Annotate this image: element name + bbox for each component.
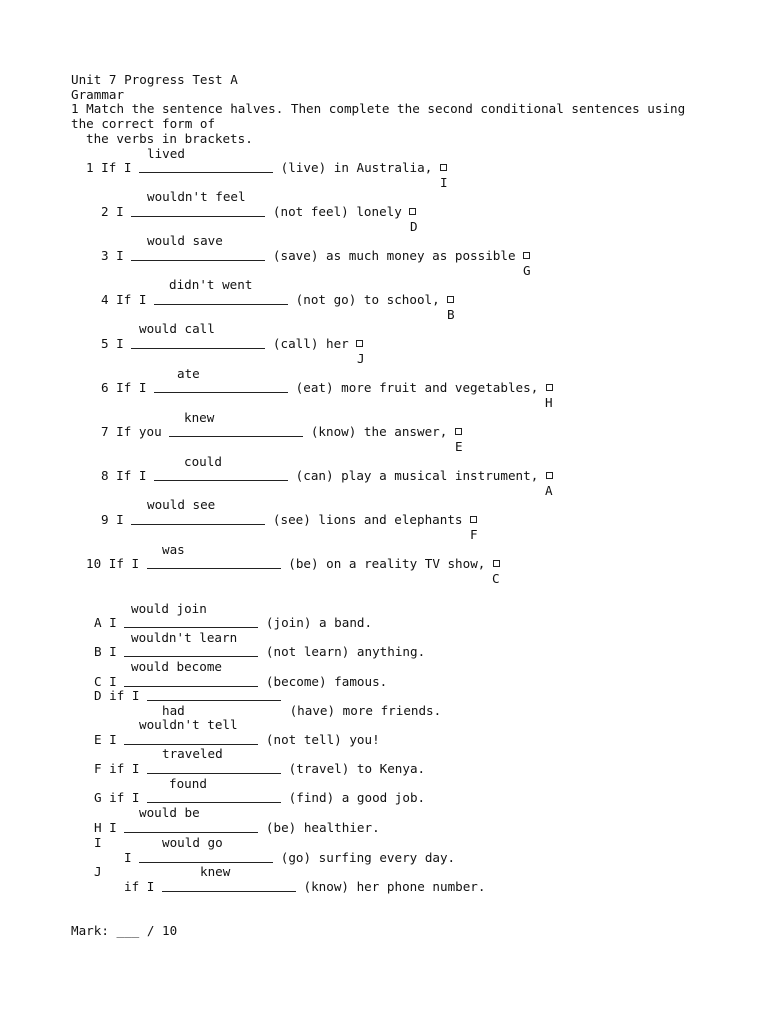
answer-9: would see: [147, 497, 216, 512]
ending-i: I (go) surfing every day.: [124, 850, 456, 865]
match-letter-9: F: [470, 527, 478, 542]
answer-5: would call: [139, 321, 215, 336]
ending-e: E I (not tell) you!: [94, 732, 380, 747]
blank-j[interactable]: [162, 880, 296, 892]
ending-answer-e: wouldn't tell: [139, 717, 238, 732]
checkbox-9[interactable]: [470, 516, 477, 523]
checkbox-8[interactable]: [546, 472, 553, 479]
match-letter-4: B: [447, 307, 455, 322]
test-title: Unit 7 Progress Test A: [71, 72, 238, 87]
ending-answer-g: found: [169, 776, 207, 791]
answer-3: would save: [147, 233, 223, 248]
checkbox-7[interactable]: [455, 428, 462, 435]
item-2: 2 I (not feel) lonely: [101, 204, 416, 219]
item-7: 7 If you (know) the answer,: [101, 424, 462, 439]
blank-g[interactable]: [147, 791, 281, 803]
mark-line: Mark: ___ / 10: [71, 923, 178, 938]
ending-f: F if I (travel) to Kenya.: [94, 761, 426, 776]
match-letter-6: H: [545, 395, 553, 410]
ending-answer-a: would join: [131, 601, 207, 616]
match-letter-5: J: [357, 351, 365, 366]
blank-e[interactable]: [124, 733, 258, 745]
item-8: 8 If I (can) play a musical instrument,: [101, 468, 553, 483]
blank-7[interactable]: [169, 425, 303, 437]
answer-1: lived: [147, 146, 185, 161]
blank-b[interactable]: [124, 645, 258, 657]
ending-j: if I (know) her phone number.: [124, 879, 486, 894]
blank-6[interactable]: [154, 381, 288, 393]
blank-a[interactable]: [124, 616, 258, 628]
blank-d[interactable]: [147, 689, 281, 701]
answer-10: was: [162, 542, 185, 557]
blank-3[interactable]: [131, 249, 265, 261]
match-letter-7: E: [455, 439, 463, 454]
checkbox-1[interactable]: [440, 164, 447, 171]
ending-answer-d: had: [162, 703, 185, 718]
ending-answer-f: traveled: [162, 746, 223, 761]
ending-d-verb: (have) more friends.: [282, 703, 442, 718]
ending-b: B I (not learn) anything.: [94, 644, 426, 659]
item-10: 10 If I (be) on a reality TV show,: [86, 556, 500, 571]
blank-2[interactable]: [131, 205, 265, 217]
ending-label-j: J: [94, 864, 102, 879]
instruction-line-3: the verbs in brackets.: [86, 131, 253, 146]
match-letter-8: A: [545, 483, 553, 498]
match-letter-10: C: [492, 571, 500, 586]
match-letter-1: I: [440, 175, 448, 190]
match-letter-2: D: [410, 219, 418, 234]
answer-6: ate: [177, 366, 200, 381]
blank-h[interactable]: [124, 821, 258, 833]
blank-c[interactable]: [124, 675, 258, 687]
ending-c: C I (become) famous.: [94, 674, 388, 689]
blank-i[interactable]: [139, 851, 273, 863]
instruction-line-2: the correct form of: [71, 116, 216, 131]
ending-label-i: I: [94, 835, 102, 850]
checkbox-4[interactable]: [447, 296, 454, 303]
item-5: 5 I (call) her: [101, 336, 363, 351]
checkbox-3[interactable]: [523, 252, 530, 259]
ending-d: D if I: [94, 688, 281, 703]
answer-7: knew: [184, 410, 215, 425]
ending-h: H I (be) healthier.: [94, 820, 380, 835]
blank-1[interactable]: [139, 161, 273, 173]
ending-answer-h: would be: [139, 805, 200, 820]
item-3: 3 I (save) as much money as possible: [101, 248, 530, 263]
blank-9[interactable]: [131, 513, 265, 525]
ending-a: A I (join) a band.: [94, 615, 373, 630]
blank-f[interactable]: [147, 762, 281, 774]
checkbox-2[interactable]: [409, 208, 416, 215]
ending-answer-b: wouldn't learn: [131, 630, 238, 645]
checkbox-5[interactable]: [356, 340, 363, 347]
section-heading: Grammar: [71, 87, 125, 102]
item-1: 1 If I (live) in Australia,: [86, 160, 447, 175]
checkbox-6[interactable]: [546, 384, 553, 391]
blank-4[interactable]: [154, 293, 288, 305]
instruction-line-1: 1 Match the sentence halves. Then complete the second conditional sentences using: [71, 101, 686, 116]
blank-10[interactable]: [147, 557, 281, 569]
checkbox-10[interactable]: [493, 560, 500, 567]
answer-2: wouldn't feel: [147, 189, 246, 204]
ending-answer-i: would go: [162, 835, 223, 850]
match-letter-3: G: [523, 263, 531, 278]
blank-5[interactable]: [131, 337, 265, 349]
ending-answer-c: would become: [131, 659, 222, 674]
item-6: 6 If I (eat) more fruit and vegetables,: [101, 380, 553, 395]
blank-8[interactable]: [154, 469, 288, 481]
ending-answer-j: knew: [200, 864, 231, 879]
item-4: 4 If I (not go) to school,: [101, 292, 454, 307]
answer-4: didn't went: [169, 277, 253, 292]
answer-8: could: [184, 454, 222, 469]
ending-g: G if I (find) a good job.: [94, 790, 426, 805]
item-9: 9 I (see) lions and elephants: [101, 512, 477, 527]
